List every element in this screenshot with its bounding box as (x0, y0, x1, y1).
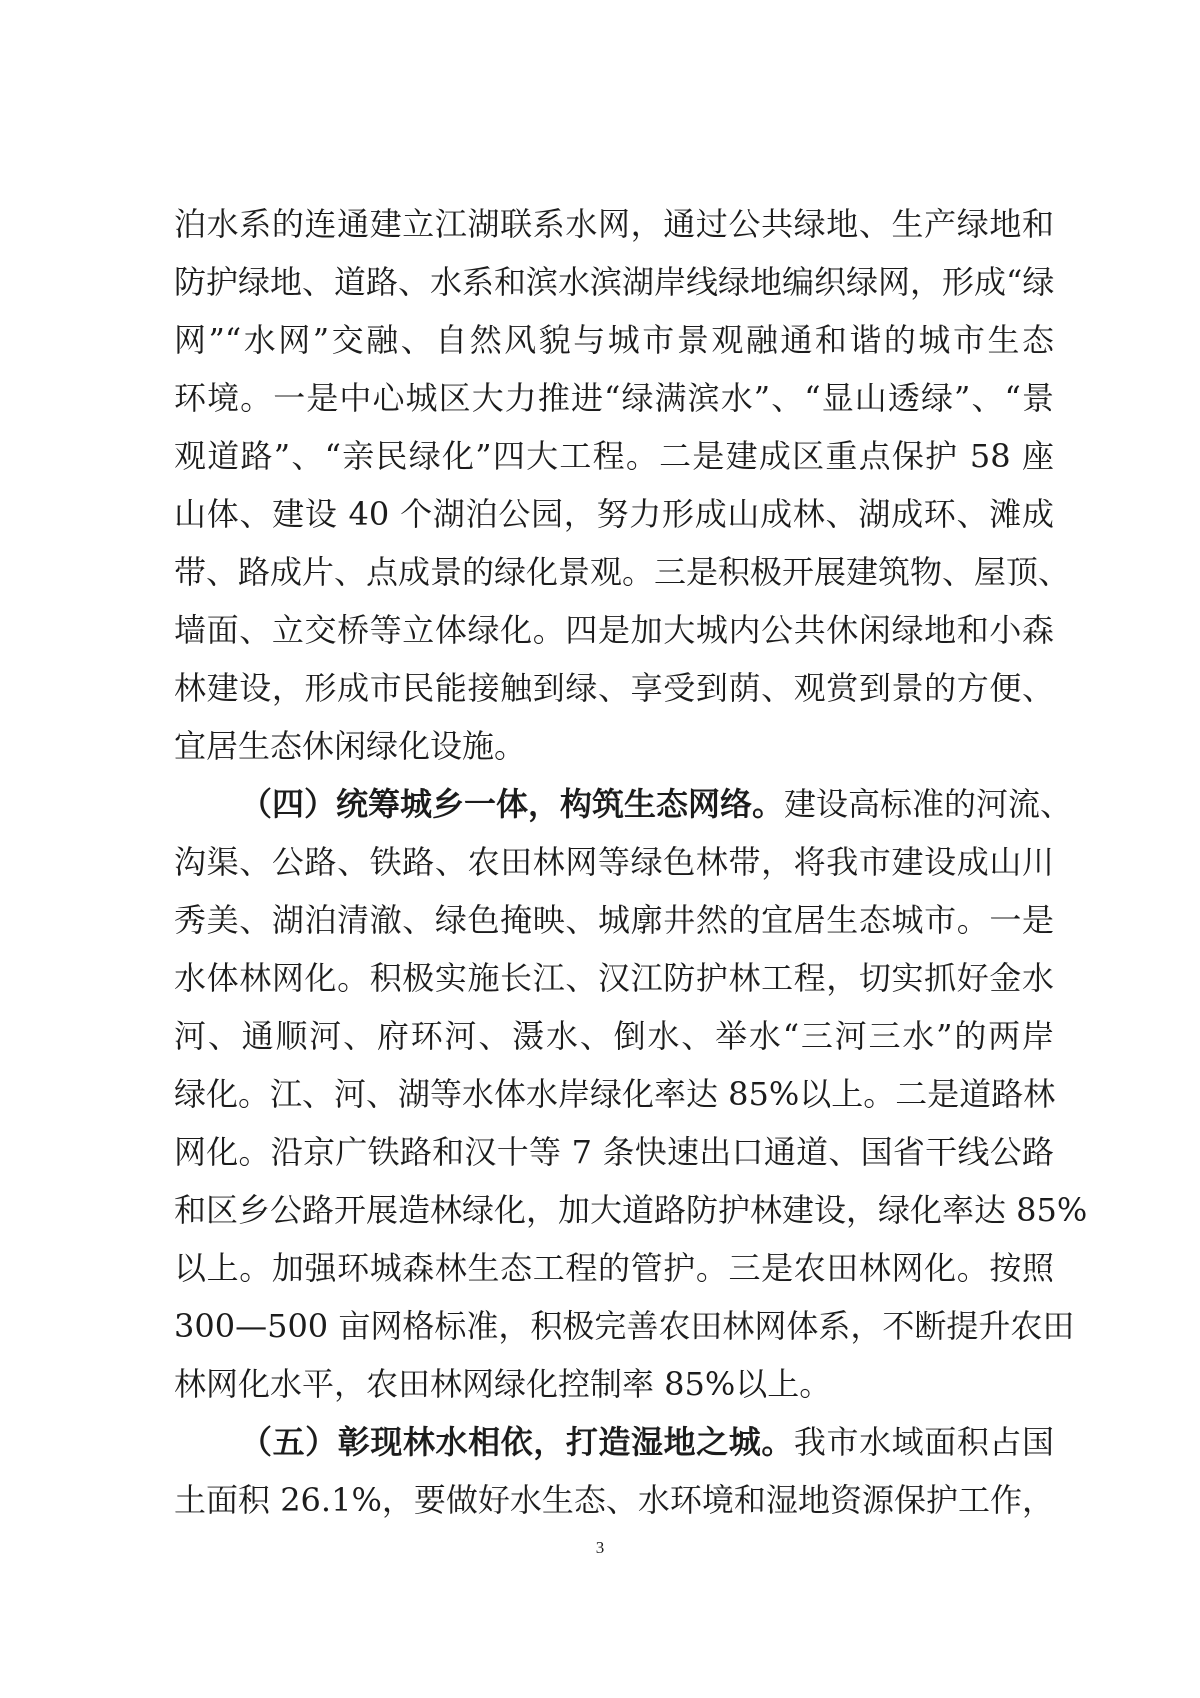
section-four-lead-text: 建设高标准的河流、 (784, 785, 1073, 823)
text-line: 泊水系的连通建立江湖联系水网，通过公共绿地、生产绿地和 (174, 205, 1054, 243)
section-four-heading: （四）统筹城乡一体，构筑生态网络。 (240, 785, 785, 823)
body-text (174, 195, 1088, 1529)
section-five-first-line (174, 1413, 1054, 1471)
text-line: 观道路”、“亲民绿化”四大工程。二是建成区重点保护 58 座 (174, 437, 1054, 475)
text-line: 山体、建设 40 个湖泊公园，努力形成山成林、湖成环、滩成 (174, 495, 1054, 533)
text-line: 以上。加强环城森林生态工程的管护。三是农田林网化。按照 (174, 1249, 1054, 1287)
text-line: 林建设，形成市民能接触到绿、享受到荫、观赏到景的方便、 (174, 669, 1054, 707)
text-line: 河、通顺河、府环河、滠水、倒水、举水“三河三水”的两岸 (174, 1017, 1054, 1055)
section-five-lead-text: 我市水域面积占国 (793, 1423, 1054, 1461)
text-line: 绿化。江、河、湖等水体水岸绿化率达 85%以上。二是道路林 (174, 1075, 1056, 1113)
text-line: 林网化水平，农田林网绿化控制率 85%以上。 (174, 1365, 832, 1403)
text-line: 网”“水网”交融、自然风貌与城市景观融通和谐的城市生态 (174, 321, 1054, 359)
page-number: 3 (595, 1538, 605, 1557)
text-line: 防护绿地、道路、水系和滨水滨湖岸线绿地编织绿网，形成“绿 (174, 263, 1055, 301)
text-line: 秀美、湖泊清澈、绿色掩映、城廓井然的宜居生态城市。一是 (174, 901, 1054, 939)
section-four-first-line (174, 775, 1073, 833)
text-line: 水体林网化。积极实施长江、汉江防护林工程，切实抓好金水 (174, 959, 1054, 997)
text-line: 和区乡公路开展造林绿化，加大道路防护林建设，绿化率达 85% (174, 1191, 1088, 1229)
text-line: 墙面、立交桥等立体绿化。四是加大城内公共休闲绿地和小森 (174, 611, 1054, 649)
text-line: 环境。一是中心城区大力推进“绿满滨水”、“显山透绿”、“景 (174, 379, 1054, 417)
text-line: 土面积 26.1%，要做好水生态、水环境和湿地资源保护工作， (174, 1481, 1054, 1519)
text-line: 网化。沿京广铁路和汉十等 7 条快速出口通道、国省干线公路 (174, 1133, 1054, 1171)
text-line: 300—500 亩网格标准，积极完善农田林网体系，不断提升农田 (174, 1307, 1075, 1345)
text-line: 带、路成片、点成景的绿化景观。三是积极开展建筑物、屋顶、 (174, 553, 1071, 591)
text-line: 宜居生态休闲绿化设施。 (174, 727, 527, 765)
section-five-heading: （五）彰现林水相依，打造湿地之城。 (240, 1423, 794, 1461)
text-line: 沟渠、公路、铁路、农田林网等绿色林带，将我市建设成山川 (174, 843, 1054, 881)
